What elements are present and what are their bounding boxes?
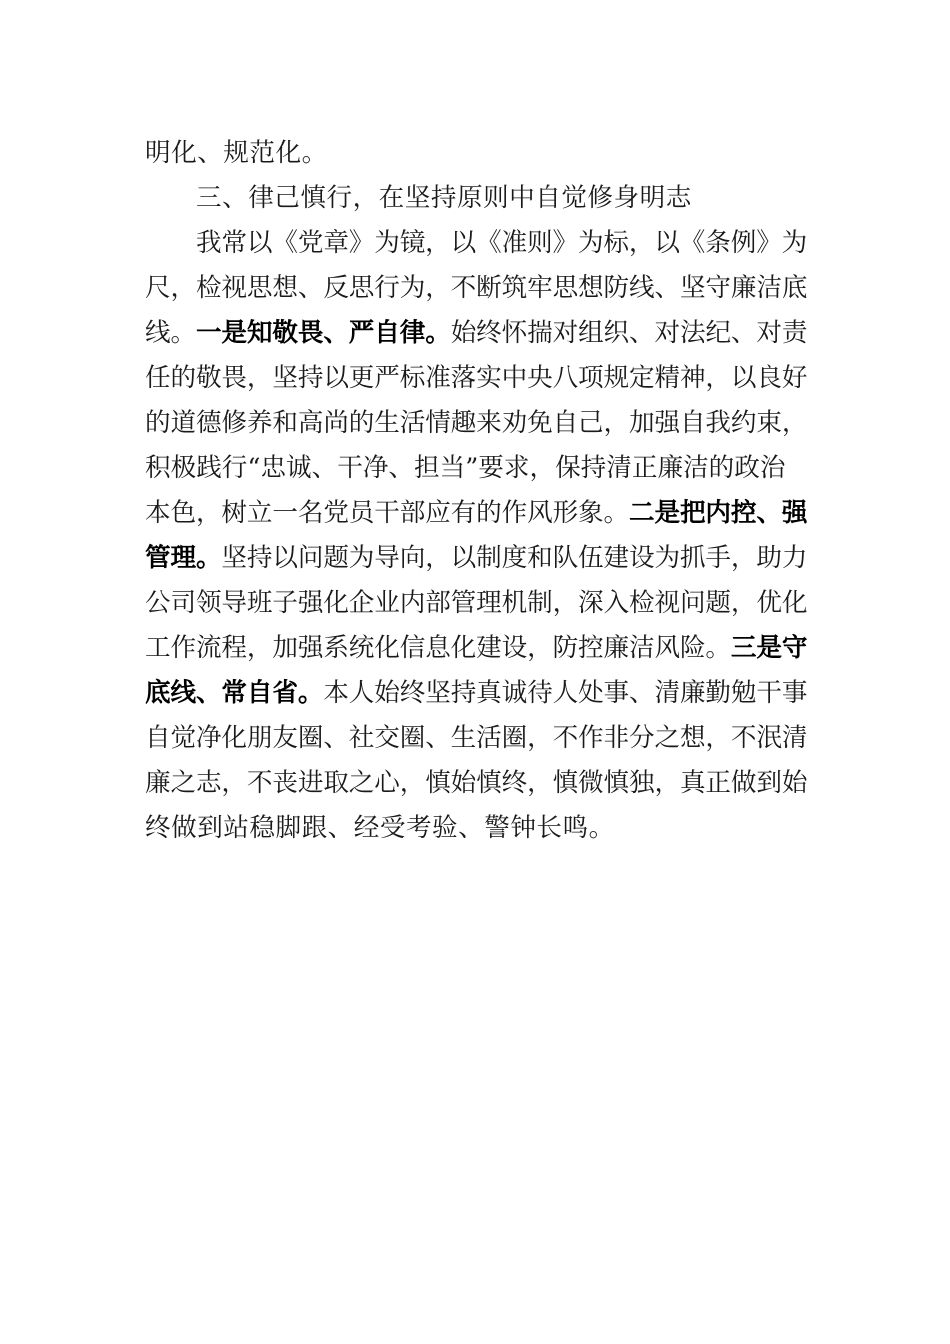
paragraph-line <box>145 266 807 311</box>
paragraph-text: 廉之志，不丧进取之心，慎始慎终，慎微慎独，真正做到始 <box>145 768 808 798</box>
paragraph-line <box>145 311 807 356</box>
paragraph-text: 线。 <box>145 318 196 348</box>
paragraph-line <box>145 671 807 716</box>
bold-lead-phrase: 二是把内控、强 <box>629 498 808 528</box>
paragraph-text: 的道德修养和高尚的生活情趣来劝免自己，加强自我约束， <box>145 408 808 438</box>
paragraph-text: 尺，检视思想、反思行为，不断筑牢思想防线、坚守廉洁底 <box>145 273 808 303</box>
paragraph-text: 本人始终坚持真诚待人处事、清廉勤勉干事 <box>323 678 808 708</box>
continuation-paragraph <box>145 131 807 176</box>
paragraph-text: 我常以《党章》为镜，以《准则》为标，以《条例》为 <box>196 228 808 258</box>
paragraph-text: 自觉净化朋友圈、社交圈、生活圈，不作非分之想，不泯清 <box>145 723 808 753</box>
paragraph-line <box>145 221 807 266</box>
paragraph-text: 公司领导班子强化企业内部管理机制，深入检视问题，优化 <box>145 588 808 618</box>
paragraph-line <box>145 356 807 401</box>
paragraph-line <box>145 626 807 671</box>
paragraph-line <box>145 491 807 536</box>
section-heading: 三、律己慎行，在坚持原则中自觉修身明志 <box>196 183 692 213</box>
paragraph-line <box>145 761 807 806</box>
bold-lead-phrase: 管理。 <box>145 543 222 573</box>
paragraph-text: 坚持以问题为导向，以制度和队伍建设为抓手，助力 <box>221 543 808 573</box>
continuation-line: 明化、规范化。 <box>145 138 328 168</box>
paragraph-line <box>145 581 807 626</box>
paragraph-line <box>145 401 807 446</box>
bold-lead-phrase: 底线、常自省。 <box>145 678 324 708</box>
paragraph-text: 任的敬畏，坚持以更严标准落实中央八项规定精神，以良好 <box>145 363 808 393</box>
bold-lead-phrase: 三是守 <box>730 633 808 663</box>
body-paragraph <box>145 221 807 851</box>
paragraph-text: 本色，树立一名党员干部应有的作风形象。 <box>145 498 630 528</box>
paragraph-text: 积极践行“忠诚、干净、担当”要求，保持清正廉洁的政治 <box>145 453 786 483</box>
paragraph-line <box>145 446 807 491</box>
paragraph-text: 始终怀揣对组织、对法纪、对责 <box>450 318 808 348</box>
paragraph-line <box>145 806 807 851</box>
paragraph-text: 工作流程，加强系统化信息化建设，防控廉洁风险。 <box>145 633 731 663</box>
paragraph-line <box>145 536 807 581</box>
paragraph-line <box>145 716 807 761</box>
bold-lead-phrase: 一是知敬畏、严自律。 <box>195 318 451 348</box>
paragraph-text: 终做到站稳脚跟、经受考验、警钟长鸣。 <box>145 813 615 843</box>
